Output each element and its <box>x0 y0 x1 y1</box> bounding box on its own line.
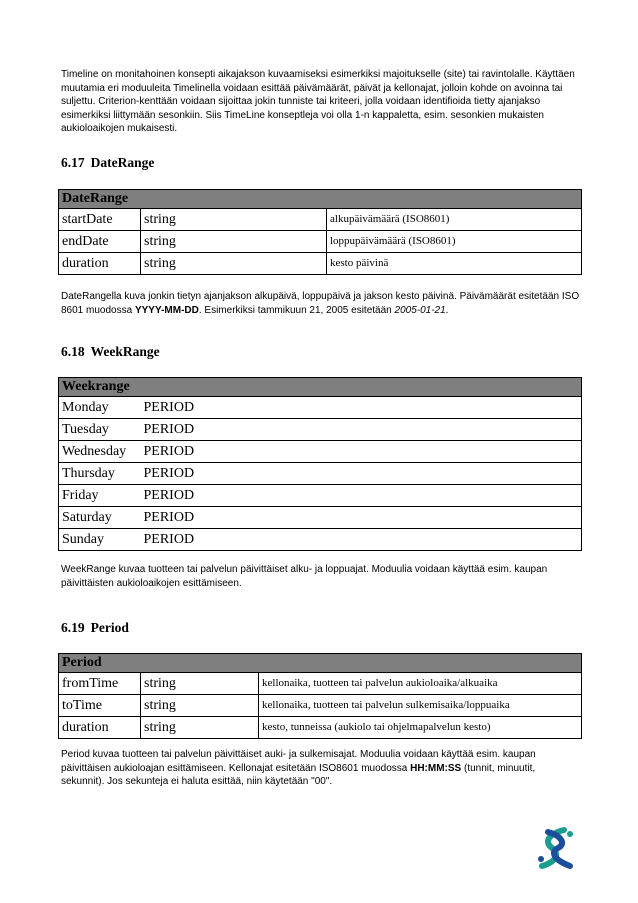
table-row <box>59 209 582 231</box>
field-type: string <box>141 717 259 739</box>
field-description: kesto, tunneissa (aukiolo tai ohjelmapalvelun kesto) <box>259 717 582 739</box>
table-row <box>59 231 582 253</box>
day-name: Monday <box>59 397 141 419</box>
date-example: 2005-01-21 <box>394 304 446 316</box>
text-part: . Esimerkiksi tammikuun 21, 2005 esitetään <box>198 304 395 316</box>
section-heading-daterange <box>61 155 154 171</box>
day-type: PERIOD <box>141 507 582 529</box>
table-title: Weekrange <box>59 378 582 397</box>
table-row <box>59 463 582 485</box>
period-paragraph <box>61 748 581 789</box>
field-description: kesto päivinä <box>327 253 582 275</box>
field-name: toTime <box>59 695 141 717</box>
table-row <box>59 253 582 275</box>
section-heading-period <box>61 620 129 636</box>
section-number: 6.17 <box>61 155 85 170</box>
section-number: 6.19 <box>61 620 85 635</box>
table-row <box>59 673 582 695</box>
section-number: 6.18 <box>61 344 85 359</box>
table-row <box>59 397 582 419</box>
daterange-table <box>58 189 582 275</box>
table-title: Period <box>59 654 582 673</box>
date-format: YYYY-MM-DD <box>134 304 199 316</box>
period-table <box>58 653 582 739</box>
field-type: string <box>141 673 259 695</box>
field-name: endDate <box>59 231 141 253</box>
field-type: string <box>141 209 327 231</box>
day-type: PERIOD <box>141 529 582 551</box>
day-type: PERIOD <box>141 441 582 463</box>
day-name: Thursday <box>59 463 141 485</box>
field-type: string <box>141 231 327 253</box>
table-row <box>59 695 582 717</box>
weekrange-paragraph: WeekRange kuvaa tuotteen tai palvelun päivittäiset alku- ja loppuajat. Moduulia voidaan käyttää esim. kaupan päivittäisten aukioloaikojen esittämiseen. <box>61 564 548 589</box>
day-name: Friday <box>59 485 141 507</box>
day-name: Sunday <box>59 529 141 551</box>
table-row <box>59 717 582 739</box>
field-description: loppupäivämäärä (ISO8601) <box>327 231 582 253</box>
intro-paragraph: Timeline on monitahoinen konsepti aikajakson kuvaamiseksi esimerkiksi majoitukselle (site) tai ravintolalle. Käyttäen muutamia eri moduuleita Timelinella voidaan esittää päivämäärät, päivät ja kellonajat, jolloin kohde on avoinna tai suljettu. Criterion-kenttään voidaan sijoittaa jokin tunniste tai kriteeri, jolla voidaan identifioida tietty ajanjakso esimerkiksi liittymään sesonkiin. Siis TimeLine konseptleja voi olla 1-n kappaletta, esim. sesonkien mukaisten aukioloaikojen mukaisesti. <box>61 69 575 135</box>
section-title: DateRange <box>90 155 155 170</box>
text-part: . <box>445 304 449 316</box>
field-type: string <box>141 695 259 717</box>
field-description: kellonaika, tuotteen tai palvelun sulkemisaika/loppuaika <box>259 695 582 717</box>
table-row <box>59 441 582 463</box>
day-type: PERIOD <box>141 419 582 441</box>
day-type: PERIOD <box>141 463 582 485</box>
field-name: startDate <box>59 209 141 231</box>
table-row <box>59 507 582 529</box>
field-description: alkupäivämäärä (ISO8601) <box>327 209 582 231</box>
table-row <box>59 419 582 441</box>
day-name: Tuesday <box>59 419 141 441</box>
field-name: fromTime <box>59 673 141 695</box>
day-type: PERIOD <box>141 397 582 419</box>
table-row <box>59 485 582 507</box>
time-format: HH:MM:SS <box>410 762 462 774</box>
field-name: duration <box>59 253 141 275</box>
section-title: WeekRange <box>90 344 160 359</box>
day-name: Wednesday <box>59 441 141 463</box>
day-name: Saturday <box>59 507 141 529</box>
section-title: Period <box>90 620 129 635</box>
text-part: Period kuvaa tuotteen tai palvelun päivittäiset auki- ja sulkemisajat. Moduulia voidaan käyttää esim. kaupan päivittäisen aukioloajan esittämiseen. Kellonajat esitetään ISO8601 muodossa <box>61 749 536 774</box>
weekrange-table <box>58 377 582 551</box>
table-row <box>59 529 582 551</box>
field-name: duration <box>59 717 141 739</box>
field-description: kellonaika, tuotteen tai palvelun aukioloaika/alkuaika <box>259 673 582 695</box>
table-title: DateRange <box>59 190 582 209</box>
section-heading-weekrange <box>61 344 160 360</box>
day-type: PERIOD <box>141 485 582 507</box>
daterange-paragraph <box>61 290 581 317</box>
dna-helix-logo-icon <box>534 826 578 870</box>
text-part: (tunnit, minuutit, sekunnit). Jos sekunteja ei haluta esittää, niin käytetään "00". <box>61 762 536 788</box>
text-part: DateRangella kuva jonkin tietyn ajanjakson alkupäivä, loppupäivä ja jakson kesto päivinä. Päivämäärät esitetään ISO 8601 muodossa <box>61 291 580 316</box>
field-type: string <box>141 253 327 275</box>
